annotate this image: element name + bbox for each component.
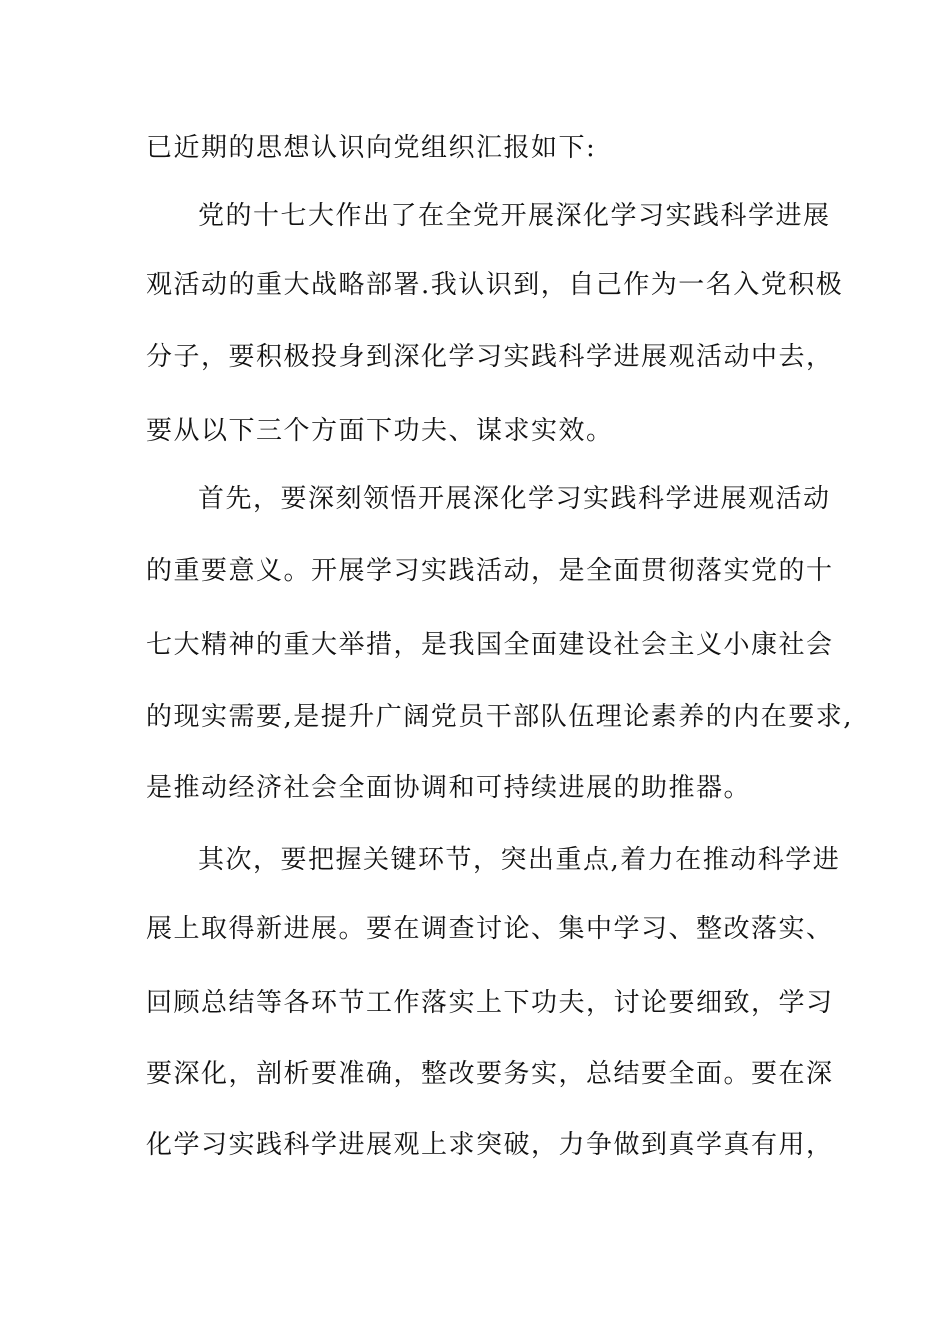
text-line: 的现实需要,是提升广阔党员干部队伍理论素养的内在要求, — [146, 702, 854, 732]
text-line: 要从以下三个方面下功夫、谋求实效。 — [146, 416, 614, 446]
text-line: 分子，要积极投身到深化学习实践科学进展观活动中去， — [146, 342, 834, 372]
text-line: 观活动的重大战略部署.我认识到，自己作为一名入党积极 — [146, 270, 844, 300]
text-line: 要深化，剖析要准确，整改要务实，总结要全面。要在深 — [146, 1059, 834, 1089]
text-line: 七大精神的重大举措，是我国全面建设社会主义小康社会 — [146, 630, 834, 660]
text-line: 已近期的思想认识向党组织汇报如下: — [146, 133, 597, 163]
text-line: 回顾总结等各环节工作落实上下功夫，讨论要细致，学习 — [146, 988, 834, 1018]
paragraph-start-line: 党的十七大作出了在全党开展深化学习实践科学进展 — [198, 201, 831, 231]
text-line: 展上取得新进展。要在调查讨论、集中学习、整改落实、 — [146, 914, 834, 944]
paragraph-start-line: 首先，要深刻领悟开展深化学习实践科学进展观活动 — [198, 484, 831, 514]
text-line: 的重要意义。开展学习实践活动，是全面贯彻落实党的十 — [146, 556, 834, 586]
text-line: 是推动经济社会全面协调和可持续进展的助推器。 — [146, 773, 752, 803]
text-line: 化学习实践科学进展观上求突破，力争做到真学真有用， — [146, 1130, 834, 1160]
paragraph-start-line: 其次，要把握关键环节，突出重点,着力在推动科学进 — [198, 845, 841, 875]
